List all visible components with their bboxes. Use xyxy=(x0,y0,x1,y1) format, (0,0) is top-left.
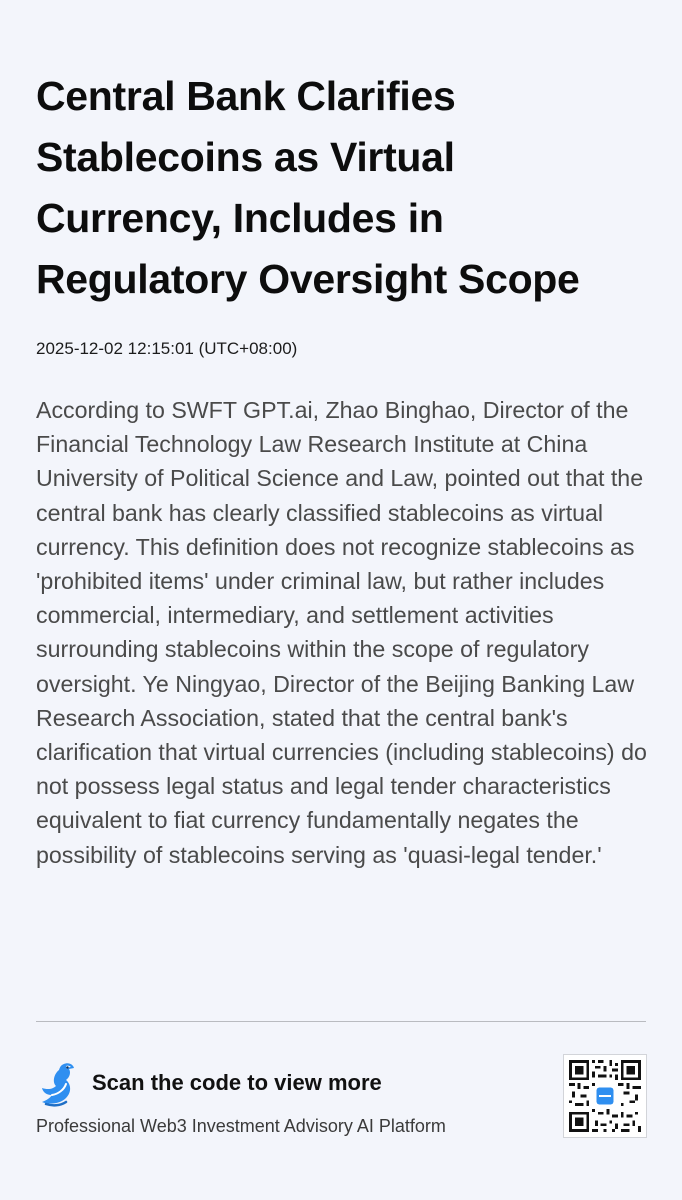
bird-logo-icon xyxy=(38,1058,80,1108)
article-body: According to SWFT GPT.ai, Zhao Binghao, Director of the Financial Technology Law Research Institute at China University of Political Science and Law, pointed out that the central bank has clearly classified stablecoins as virtual currency. This definition does not recognize stablecoins as 'prohibited items' under criminal law, but rather includes commercial, intermediary, and settlement activities surrounding stablecoins within the scope of regulatory oversight. Ye Ningyao, Director of the Beijing Banking Law Research Association, stated that the central bank's clarification that virtual currencies (including stablecoins) do not possess legal status and legal tender characteristics equivalent to fiat currency fundamentally negates the possibility of stablecoins serving as 'quasi-legal tender.' xyxy=(36,397,647,868)
article-timestamp: 2025-12-02 12:15:01 (UTC+08:00) xyxy=(36,339,298,358)
scan-code-cta: Scan the code to view more xyxy=(92,1070,382,1095)
qr-code-icon[interactable] xyxy=(563,1054,647,1138)
footer-divider xyxy=(36,1021,646,1022)
article-title: Central Bank Clarifies Stablecoins as Virtual Currency, Includes in Regulatory Oversight Scope xyxy=(36,73,580,302)
platform-tagline: Professional Web3 Investment Advisory AI Platform xyxy=(36,1116,446,1136)
